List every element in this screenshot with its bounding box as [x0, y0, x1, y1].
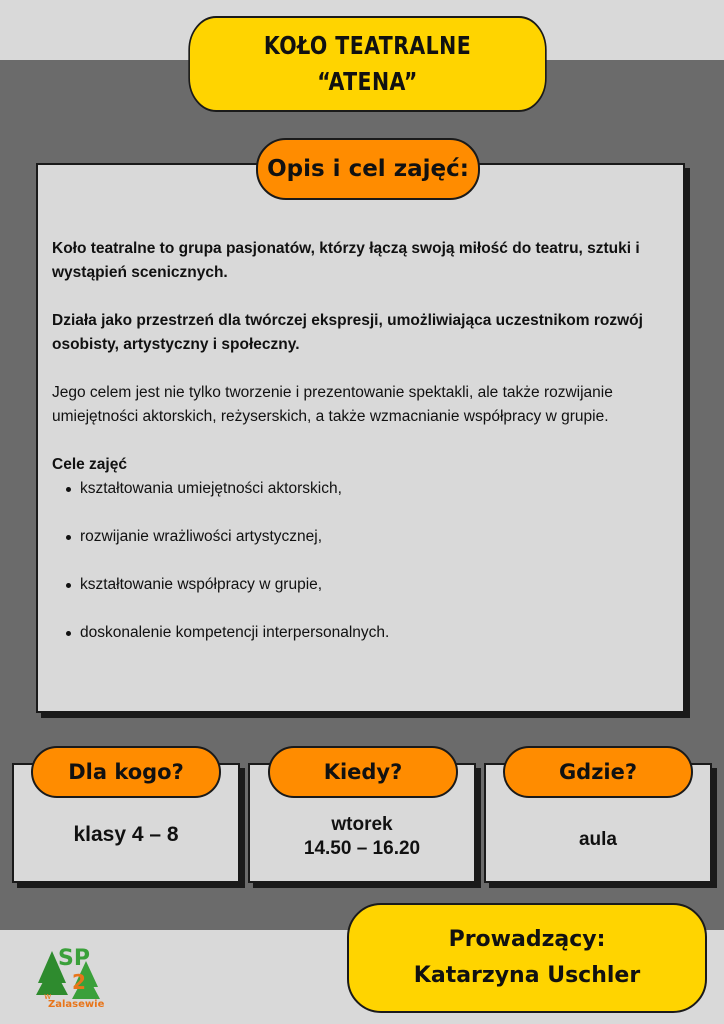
- logo-text-sp: SP: [58, 946, 90, 971]
- goal-item: doskonalenie kompetencji interpersonalnych.: [52, 621, 672, 645]
- description-paragraph-1: Koło teatralne to grupa pasjonatów, którzy łączą swoją miłość do teatru, sztuki i wystąpień scenicznych.: [52, 240, 640, 281]
- when-day: wtorek: [331, 814, 393, 835]
- goal-item: kształtowanie współpracy w grupie,: [52, 573, 672, 597]
- where-value: aula: [578, 829, 618, 850]
- description-paragraph-3: Jego celem jest nie tylko tworzenie i prezentowanie spektakli, ale także rozwijanie umiejętności aktorskich, reżyserskich, a także wzmacnianie współpracy w grupie.: [52, 384, 613, 425]
- goal-item: rozwijanie wrażliwości artystycznej,: [52, 525, 672, 549]
- who-heading: Dla kogo?: [31, 746, 221, 798]
- goals-list: [52, 477, 672, 645]
- description-heading: Opis i cel zajęć:: [256, 138, 480, 200]
- logo-text-number: 2: [72, 970, 86, 994]
- leader-pill: [347, 903, 707, 1013]
- goals-title: Cele zajęć: [52, 456, 127, 473]
- logo-text-place: Zalasewie: [48, 999, 105, 1010]
- logo-text-w: w: [44, 992, 52, 1002]
- description-paragraph-2: Działa jako przestrzeń dla twórczej ekspresji, umożliwiająca uczestnikom rozwój osobisty, artystyczny i społeczny.: [52, 312, 643, 353]
- leader-name: Katarzyna Uschler: [413, 963, 641, 988]
- description-content: [52, 237, 672, 669]
- who-value: klasy 4 – 8: [73, 823, 179, 846]
- goal-item: kształtowania umiejętności aktorskich,: [52, 477, 672, 501]
- leader-label: Prowadzący:: [448, 927, 606, 952]
- when-time: 14.50 – 16.20: [303, 838, 421, 859]
- page-title: [188, 16, 546, 112]
- school-logo: [34, 943, 110, 1011]
- title-line-1: KOŁO TEATRALNE: [263, 31, 472, 60]
- where-heading: Gdzie?: [503, 746, 693, 798]
- title-line-2: “ATENA”: [317, 67, 418, 96]
- when-heading: Kiedy?: [268, 746, 458, 798]
